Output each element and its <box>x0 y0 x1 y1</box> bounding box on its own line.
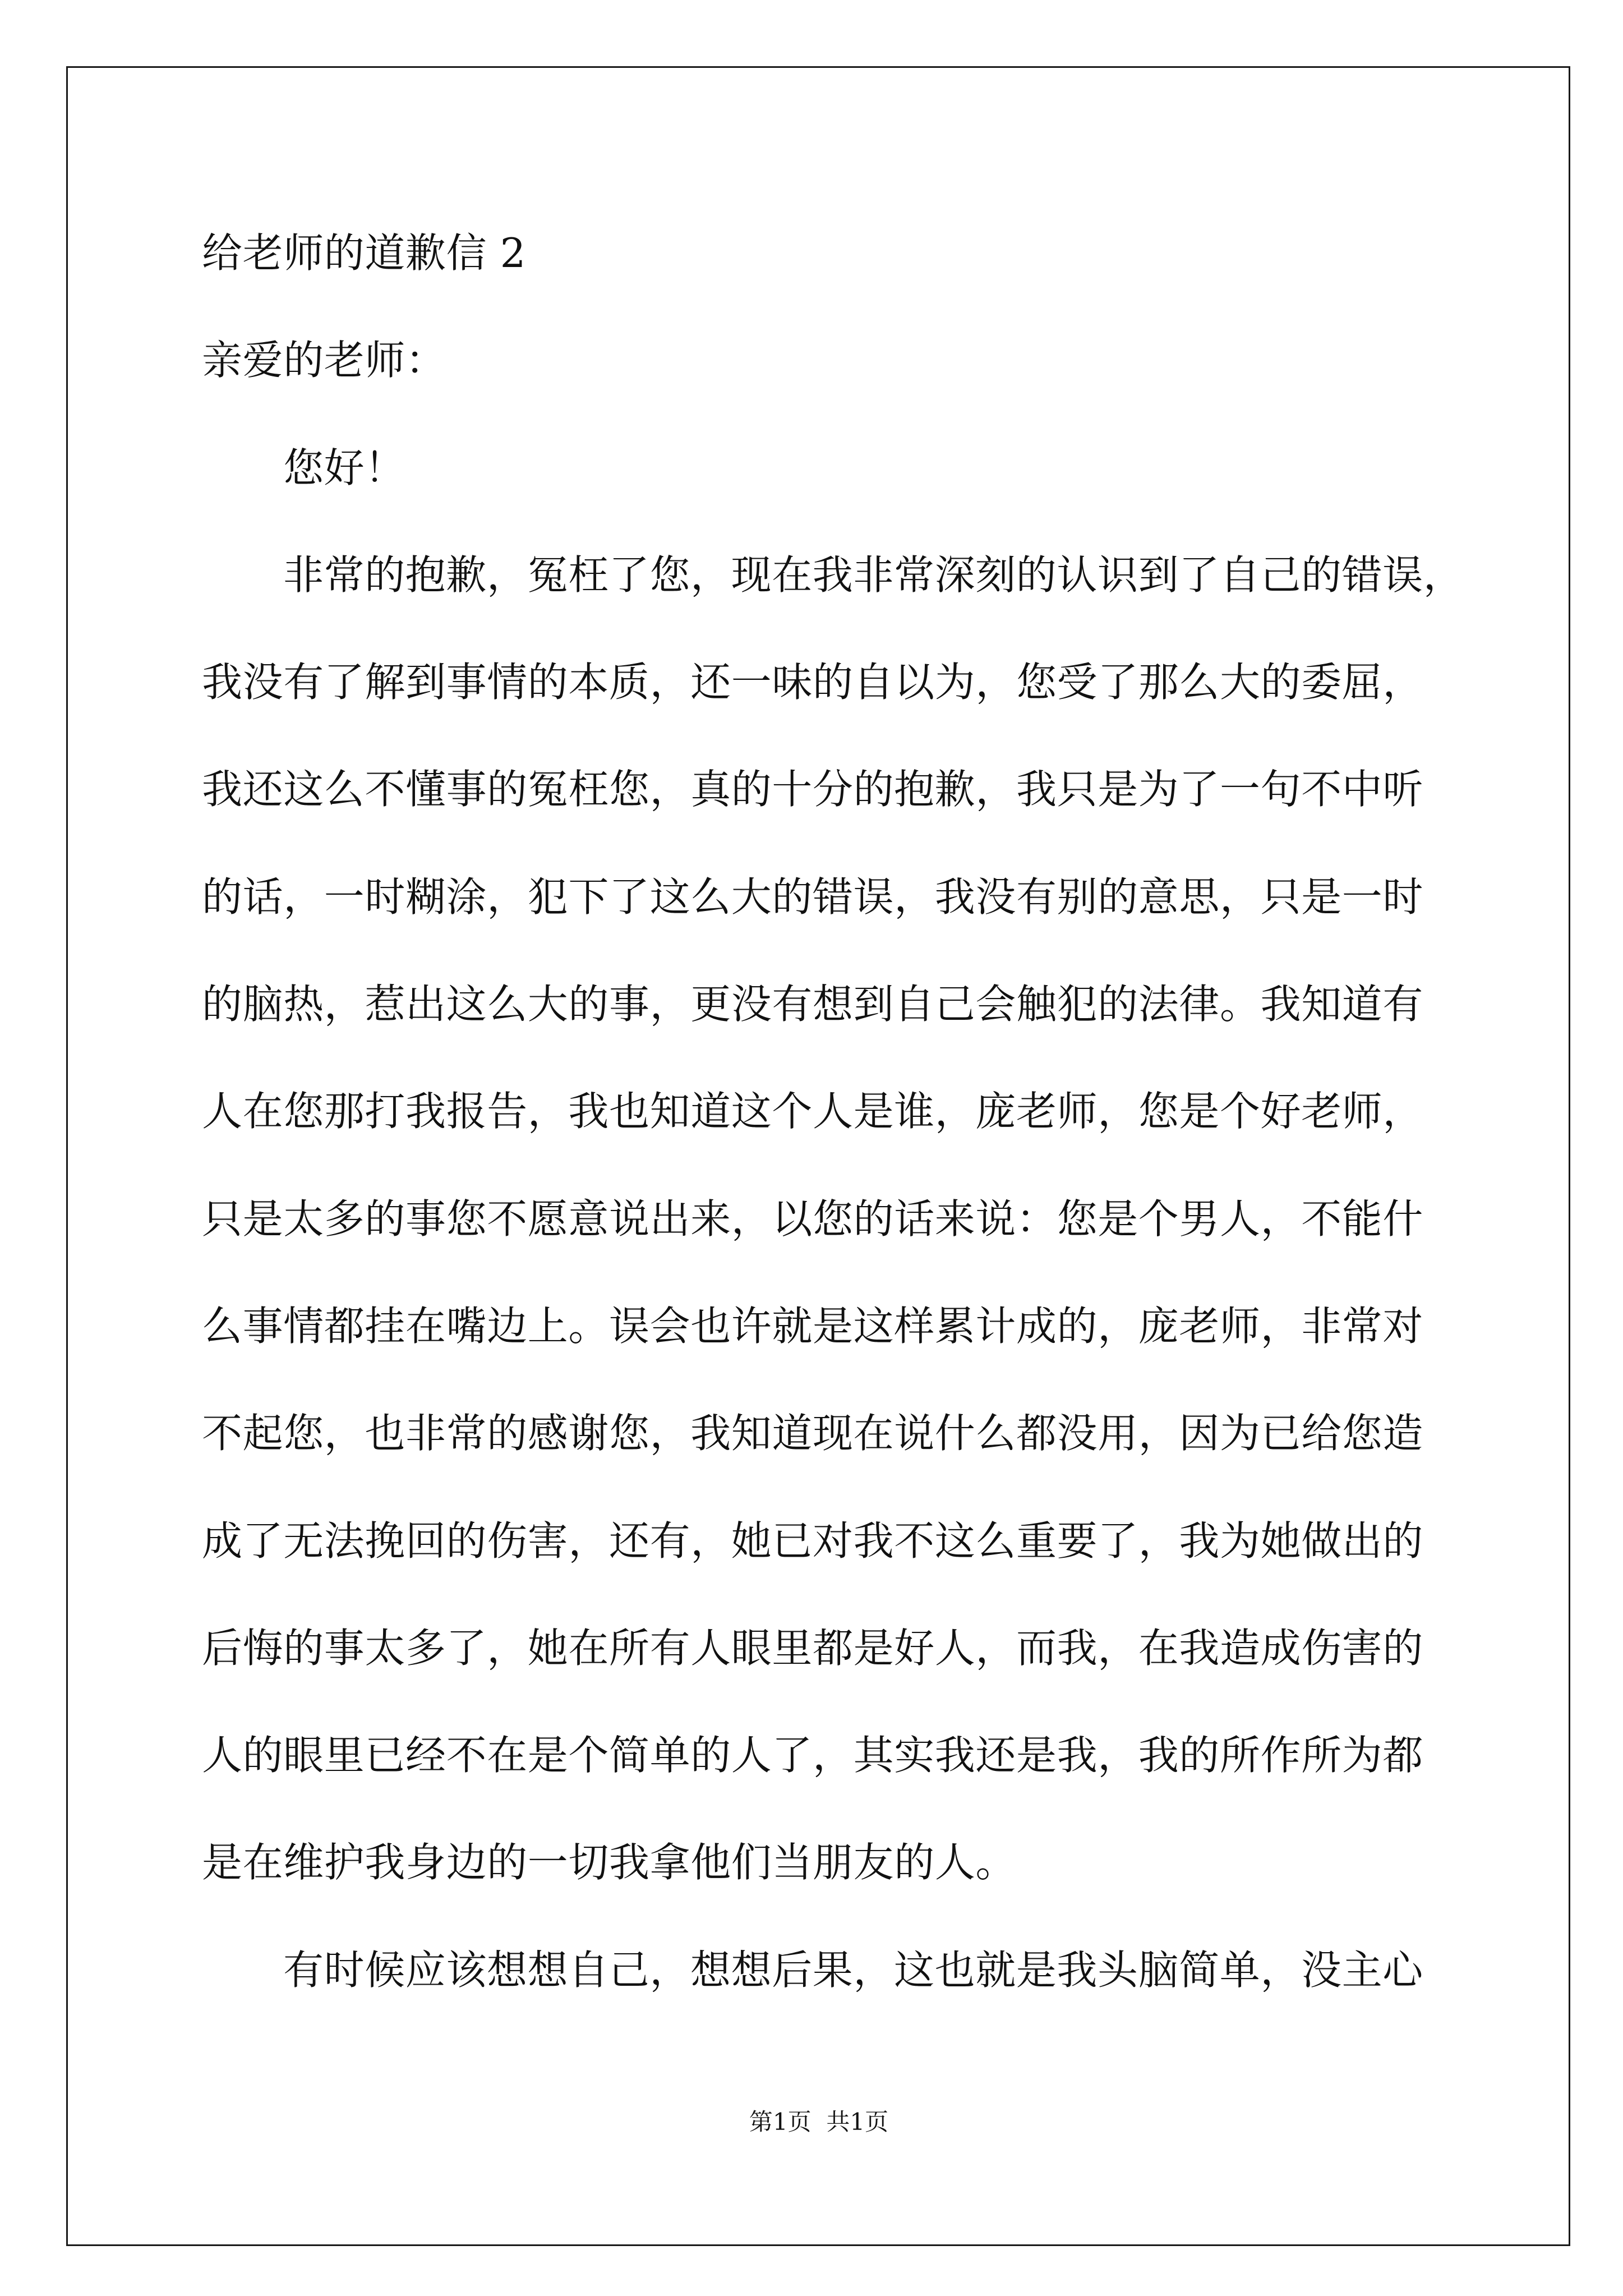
paragraph-2 <box>202 1917 1492 2024</box>
paragraph-line: 不起您，也非常的感谢您，我知道现在说什么都没用，因为已给您造 <box>202 1410 1424 1457</box>
paragraph-line: 是在维护我身边的一切我拿他们当朋友的人。 <box>202 1839 1017 1887</box>
paragraph-line: 的脑热，惹出这么大的事，更没有想到自己会触犯的法律。我知道有 <box>202 981 1424 1028</box>
salutation: 亲爱的老师： <box>202 337 446 384</box>
paragraph-line: 成了无法挽回的伤害，还有，她已对我不这么重要了，我为她做出的 <box>202 1517 1424 1565</box>
greeting: 您好！ <box>283 444 405 491</box>
document-title: 给老师的道歉信 2 <box>202 229 527 277</box>
paragraph-line: 后悔的事太多了，她在所有人眼里都是好人，而我，在我造成伤害的 <box>202 1624 1424 1672</box>
letter-body <box>202 200 1492 2024</box>
page-number-footer: 第1页 共1页 <box>749 2108 889 2136</box>
paragraph-line: 么事情都挂在嘴边上。误会也许就是这样累计成的，庞老师，非常对 <box>202 1302 1424 1350</box>
paragraph-1 <box>202 522 1492 1917</box>
paragraph-line: 人在您那打我报告，我也知道这个人是谁，庞老师，您是个好老师， <box>202 1088 1424 1135</box>
paragraph-line: 我还这么不懂事的冤枉您，真的十分的抱歉，我只是为了一句不中听 <box>202 766 1424 813</box>
paragraph-line: 的话，一时糊涂，犯下了这么大的错误，我没有别的意思，只是一时 <box>202 873 1424 921</box>
paragraph-line: 人的眼里已经不在是个简单的人了，其实我还是我，我的所作所为都 <box>202 1732 1424 1779</box>
paragraph-line: 我没有了解到事情的本质，还一味的自以为，您受了那么大的委屈， <box>202 659 1424 706</box>
paragraph-line: 只是太多的事您不愿意说出来，以您的话来说：您是个男人，不能什 <box>202 1195 1424 1243</box>
paragraph-line: 非常的抱歉，冤枉了您，现在我非常深刻的认识到了自己的错误， <box>283 551 1464 599</box>
paragraph-line: 有时候应该想想自己，想想后果，这也就是我头脑简单，没主心 <box>283 1946 1423 1994</box>
